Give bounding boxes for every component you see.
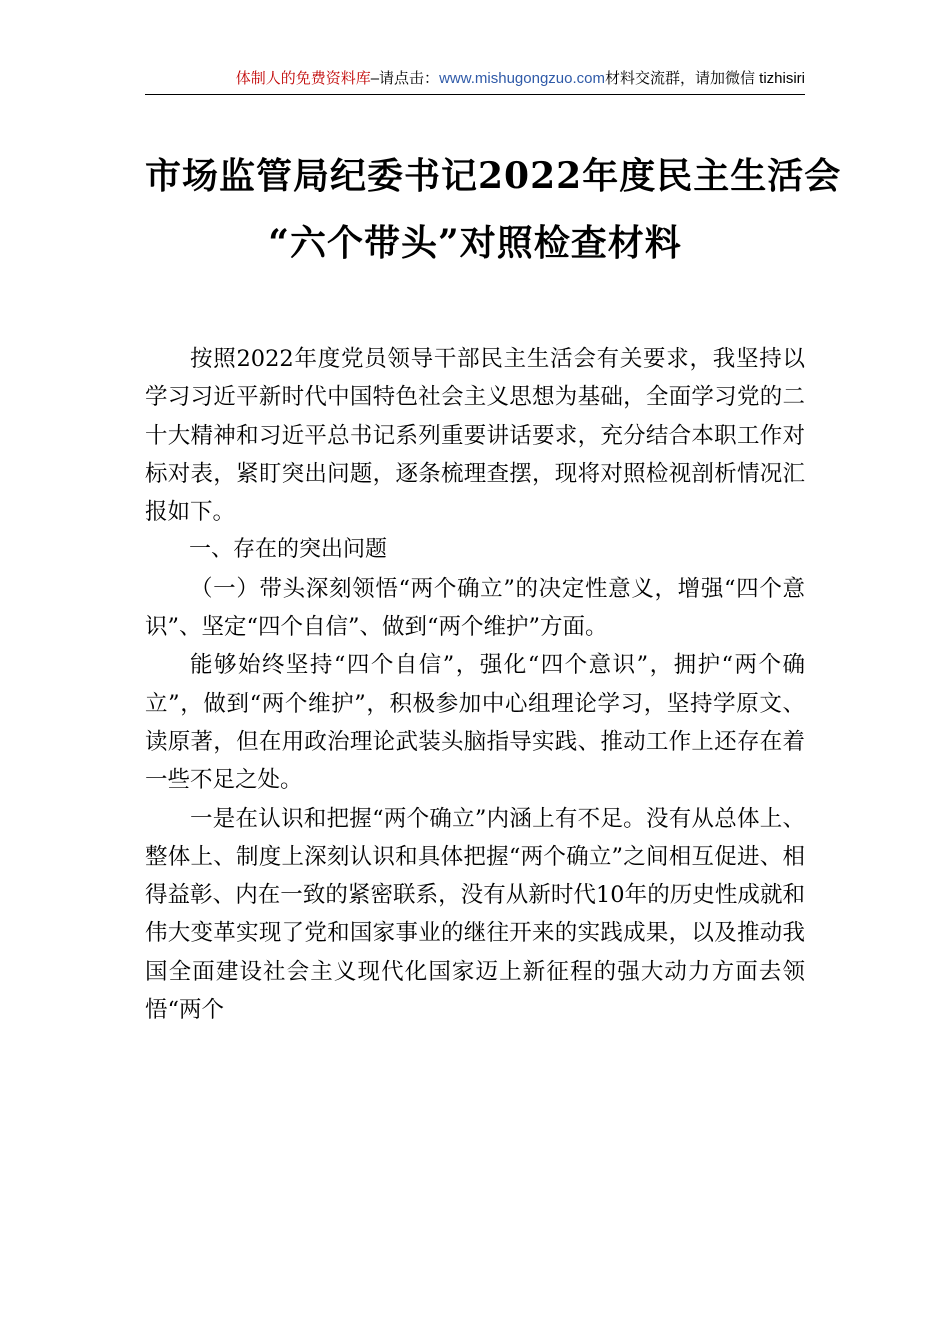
document-title-line-1: 市场监管局纪委书记2022年度民主生活会 [145, 155, 842, 197]
body-paragraph-2: 一是在认识和把握“两个确立”内涵上有不足。没有从总体上、整体上、制度上深刻认识和具体把握“两个确立”之间相互促进、相得益彰、内在一致的紧密联系，没有从新时代10年的历史性成就和伟大变革实现了党和国家事业的继往开来的实践成果，以及推动我国全面建设社会主义现代化国家迈上新征程的强大动力方面去领悟“两个 [145, 805, 805, 1024]
section-heading-1: 一、存在的突出问题 [189, 537, 388, 563]
page-header [145, 66, 805, 95]
document-body [145, 340, 805, 1029]
subsection-heading-1: （一）带头深刻领悟“两个确立”的决定性意义，增强“四个意识”、坚定“四个自信”、做到“两个维护”方面。 [145, 575, 805, 641]
intro-paragraph: 按照2022年度党员领导干部民主生活会有关要求，我坚持以学习习近平新时代中国特色社会主义思想为基础，全面学习党的二十大精神和习近平总书记系列重要讲话要求，充分结合本职工作对标对表，紧盯突出问题，逐条梳理查摆，现将对照检视剖析情况汇报如下。 [145, 346, 805, 526]
header-note: 材料交流群，请加微信 tizhisiri [604, 70, 805, 87]
document-title-line-2: “六个带头”对照检查材料 [268, 222, 682, 264]
body-paragraph-1: 能够始终坚持“四个自信”，强化“四个意识”，拥护“两个确立”，做到“两个维护”，积极参加中心组理论学习，坚持学原文、读原著，但在用政治理论武装头脑指导实践、推动工作上还存在着一些不足之处。 [145, 652, 805, 794]
header-prompt: –请点击： [370, 70, 440, 87]
header-brand: 体制人的免费资料库 [235, 70, 371, 87]
header-url-link[interactable]: www.mishugongzuo.com [439, 70, 605, 87]
